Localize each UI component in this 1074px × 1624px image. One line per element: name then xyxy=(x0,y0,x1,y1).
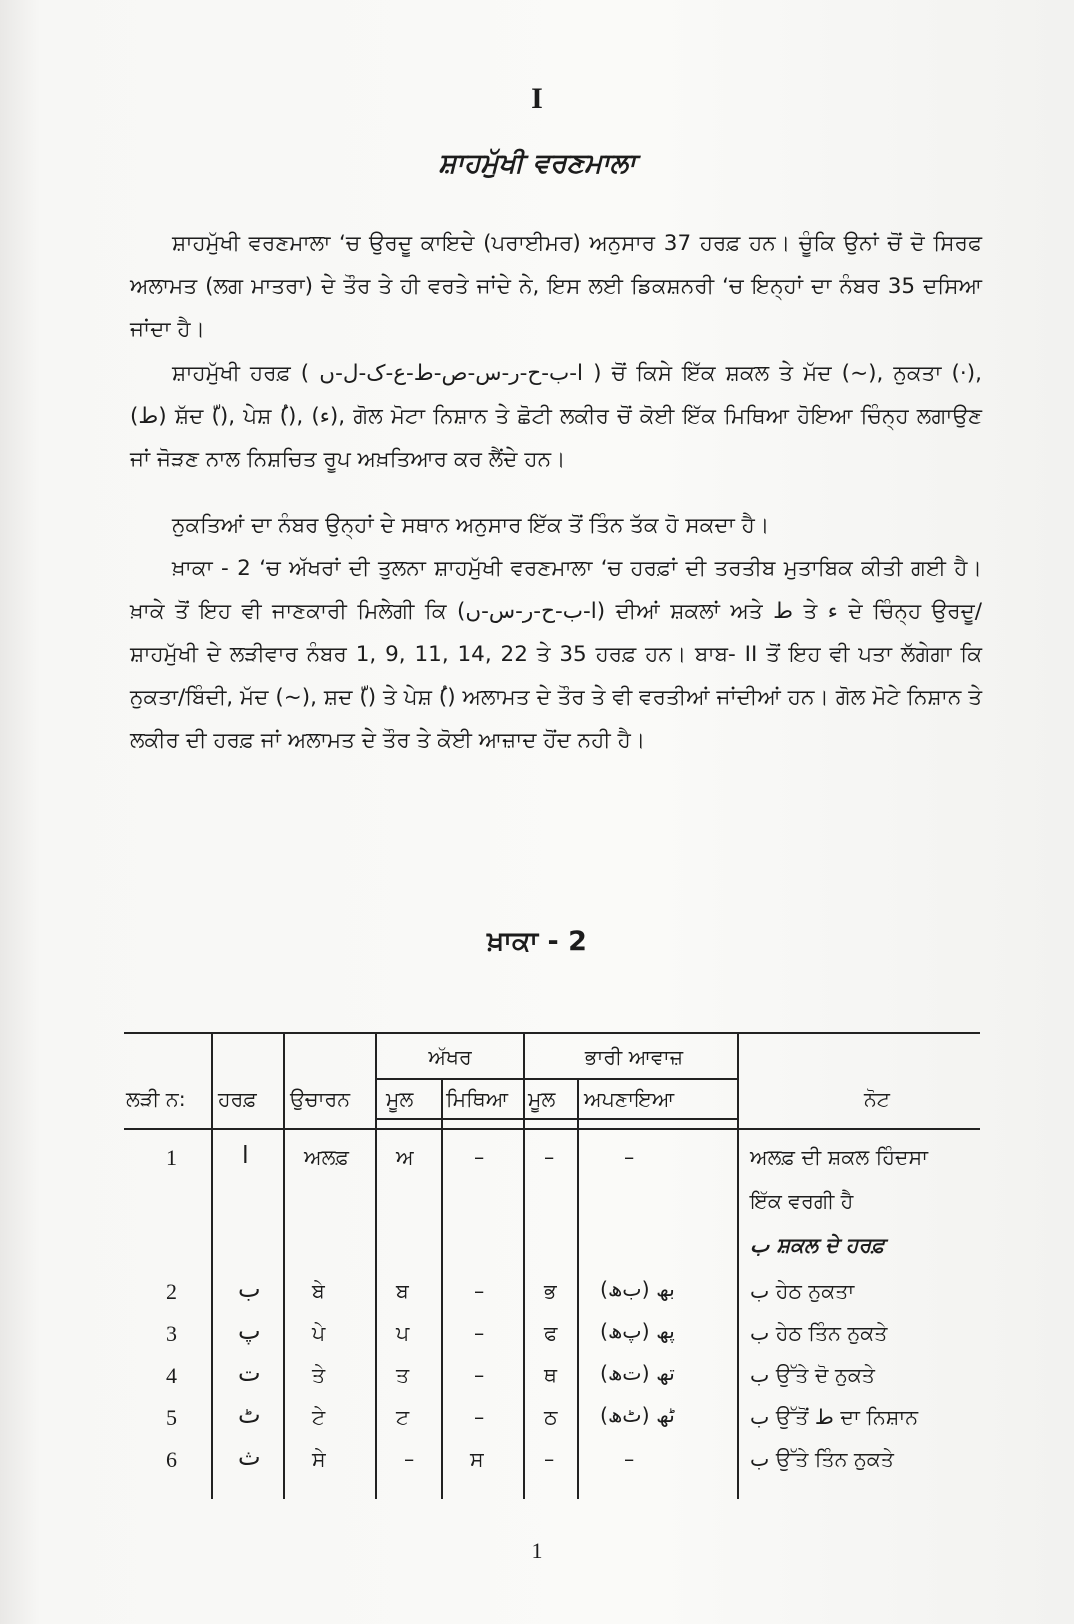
row-4-mithia: – xyxy=(474,1363,485,1387)
row-2-number: 2 xyxy=(166,1279,177,1304)
chapter-number: I xyxy=(531,82,543,115)
row-4-apnaia: ﺗﮫ (ﺕ﻿ﮪ) xyxy=(600,1361,675,1385)
row-2-bhari-mool: ਭ xyxy=(544,1279,557,1303)
row-1-number: 1 xyxy=(166,1145,177,1170)
row-6-uchaaran: ਸੇ xyxy=(312,1447,326,1471)
paragraph-1: ਸ਼ਾਹਮੁੱਖੀ ਵਰਣਮਾਲਾ ‘ਚ ਉਰਦੂ ਕਾਇਦੇ (ਪਰਾਈਮਰ) ਅਨੁਸਾਰ 37 ਹਰਫ਼ ਹਨ। ਚੂੰਕਿ ਉਨਾਂ ਚੋਂ ਦੋ ਸਿਰਫ ਅਲਾਮਤ (ਲਗ ਮਾਤਰਾ) ਦੇ ਤੌਰ ਤੇ ਹੀ ਵਰਤੇ ਜਾਂਦੇ ਨੇ, ਇਸ ਲਈ ਡਿਕਸ਼ਨਰੀ ‘ਚ ਇਨ੍ਹਾਂ ਦਾ ਨੰਬਰ 35 ਦਸਿਆ ਜਾਂਦਾ ਹੈ। xyxy=(130,231,982,342)
row-3-number: 3 xyxy=(166,1321,177,1346)
row-3-mithia: – xyxy=(474,1321,485,1345)
row-2-haraf: ب xyxy=(238,1275,261,1303)
group-header-bhari-awaz: ਭਾਰੀ ਆਵਾਜ਼ xyxy=(584,1045,684,1069)
row-6-apnaia: – xyxy=(624,1447,635,1471)
row-2-mool: ਬ xyxy=(396,1279,409,1303)
header-uchaaran: ਉਚਾਰਨ xyxy=(290,1087,351,1111)
row-6-mool: – xyxy=(404,1447,415,1471)
header-lari: ਲੜੀ ਨ: xyxy=(126,1087,186,1111)
row-6-bhari-mool: – xyxy=(544,1447,555,1471)
row-5-bhari-mool: ਠ xyxy=(544,1405,558,1429)
row-3-apnaia: ﭘﮫ (ﭖ﻿ﮪ) xyxy=(600,1319,675,1343)
row-5-mithia: – xyxy=(474,1405,485,1429)
table-title: ਖ਼ਾਕਾ - 2 xyxy=(487,926,587,957)
row-6-mithia: ਸ xyxy=(470,1447,484,1471)
header-mool-bhari: ਮੂਲ xyxy=(528,1087,556,1111)
row-1-haraf: ا xyxy=(242,1141,249,1169)
row-4-number: 4 xyxy=(166,1363,177,1388)
page-title: ਸ਼ਾਹਮੁੱਖੀ ਵਰਣਮਾਲਾ xyxy=(438,148,636,179)
header-note: ਨੋਟ xyxy=(864,1087,890,1111)
comparison-table xyxy=(124,1031,980,1503)
row-4-bhari-mool: ਥ xyxy=(544,1363,557,1387)
row-1-bhari-mool: – xyxy=(544,1145,555,1169)
row-4-mool: ਤ xyxy=(396,1363,410,1387)
page-number: 1 xyxy=(531,1538,543,1563)
row-4-haraf: ت xyxy=(238,1359,261,1387)
row-5-mool: ਟ xyxy=(396,1405,410,1429)
row-3-uchaaran: ਪੇ xyxy=(312,1321,326,1345)
group-header-akhar: ਅੱਖਰ xyxy=(428,1045,472,1069)
row-6-number: 6 xyxy=(166,1447,177,1472)
header-mithia: ਮਿਥਿਆ xyxy=(446,1087,508,1111)
paragraph-2: ਸ਼ਾਹਮੁੱਖੀ ਹਰਫ਼ ( ا-ب-ح-ر-س-ص-ط-ع-ک-ل-ں ) ਚੋਂ ਕਿਸੇ ਇੱਕ ਸ਼ਕਲ ਤੇ ਮੱਦ (~), ਨੁਕਤਾ (·), (ط) ਸ਼ੱਦ (ّ), ਪੇਸ਼ (ُ), (ء), ਗੋਲ ਮੋਟਾ ਨਿਸ਼ਾਨ ਤੇ ਛੋਟੀ ਲਕੀਰ ਚੋਂ ਕੋਈ ਇੱਕ ਮਿਥਿਆ ਹੋਇਆ ਚਿੰਨ੍ਹ ਲਗਾਉਣ ਜਾਂ ਜੋੜਣ ਨਾਲ ਨਿਸ਼ਚਿਤ ਰੂਪ ਅਖ਼ਤਿਆਰ ਕਰ ਲੈਂਦੇ ਹਨ। xyxy=(130,361,982,472)
row-6-haraf: ث xyxy=(238,1443,261,1471)
paragraph-4: ਖ਼ਾਕਾ - 2 ‘ਚ ਅੱਖਰਾਂ ਦੀ ਤੁਲਨਾ ਸ਼ਾਹਮੁੱਖੀ ਵਰਣਮਾਲਾ ‘ਚ ਹਰਫ਼ਾਂ ਦੀ ਤਰਤੀਬ ਮੁਤਾਬਿਕ ਕੀਤੀ ਗਈ ਹੈ। ਖ਼ਾਕੇ ਤੋਂ ਇਹ ਵੀ ਜਾਣਕਾਰੀ ਮਿਲੇਗੀ ਕਿ (ا-ب-ح-ر-س-ں) ਦੀਆਂ ਸ਼ਕਲਾਂ ਅਤੇ ط ਤੇ ء ਦੇ ਚਿੰਨ੍ਹ ਉਰਦੂ/ਸ਼ਾਹਮੁੱਖੀ ਦੇ ਲੜੀਵਾਰ ਨੰਬਰ 1, 9, 11, 14, 22 ਤੇ 35 ਹਰਫ਼ ਹਨ। ਬਾਬ- II ਤੋਂ ਇਹ ਵੀ ਪਤਾ ਲੱਗੇਗਾ ਕਿ ਨੁਕਤਾ/ਬਿੰਦੀ, ਮੱਦ (~), ਸ਼ਦ (ّ) ਤੇ ਪੇਸ਼ (ُ) ਅਲਾਮਤ ਦੇ ਤੌਰ ਤੇ ਵੀ ਵਰਤੀਆਂ ਜਾਂਦੀਆਂ ਹਨ। ਗੋਲ ਮੋਟੇ ਨਿਸ਼ਾਨ ਤੇ ਲਕੀਰ ਦੀ ਹਰਫ਼ ਜਾਂ ਅਲਾਮਤ ਦੇ ਤੌਰ ਤੇ ਕੋਈ ਆਜ਼ਾਦ ਹੋਂਦ ਨਹੀ ਹੈ। xyxy=(130,556,983,753)
row-5-note: ب ਉੱਤੋਂ ط ਦਾ ਨਿਸ਼ਾਨ xyxy=(750,1405,919,1429)
header-apnaia: ਅਪਣਾਇਆ xyxy=(584,1087,675,1111)
row-2-mithia: – xyxy=(474,1279,485,1303)
row-1-note: ਅਲਫ਼ ਦੀ ਸ਼ਕਲ ਹਿੰਦਸਾ xyxy=(750,1145,928,1169)
row-5-uchaaran: ਟੇ xyxy=(312,1405,326,1429)
paragraph-3: ਨੁਕਤਿਆਂ ਦਾ ਨੰਬਰ ਉਨ੍ਹਾਂ ਦੇ ਸਥਾਨ ਅਨੁਸਾਰ ਇੱਕ ਤੋਂ ਤਿੰਨ ਤੱਕ ਹੋ ਸਕਦਾ ਹੈ। xyxy=(172,513,770,538)
row-1-apnaia: – xyxy=(624,1145,635,1169)
row-5-haraf: ٹ xyxy=(238,1401,261,1429)
row-4-uchaaran: ਤੇ xyxy=(312,1363,326,1387)
row-2-apnaia: ﺑﮫ (ﺏ﻿ﮪ) xyxy=(600,1277,675,1301)
row-3-note: ب ਹੇਠ ਤਿੰਨ ਨੁਕਤੇ xyxy=(750,1321,888,1345)
row-2-note: ب ਹੇਠ ਨੁਕਤਾ xyxy=(750,1279,855,1303)
row-6-note: ب ਉੱਤੇ ਤਿੰਨ ਨੁਕਤੇ xyxy=(750,1447,894,1471)
header-mool-akhar: ਮੂਲ xyxy=(386,1087,414,1111)
row-3-bhari-mool: ਫ xyxy=(544,1321,558,1345)
row-1-mool: ਅ xyxy=(396,1145,414,1169)
row-1-mithia: – xyxy=(474,1145,485,1169)
header-haraf: ਹਰਫ਼ xyxy=(218,1087,257,1111)
row-1-note-cont: ਇੱਕ ਵਰਗੀ ਹੈ xyxy=(750,1189,854,1213)
row-5-apnaia: ﭨﮫ (ﭦ﻿ﮪ) xyxy=(600,1403,675,1427)
row-1-uchaaran: ਅਲਫ਼ xyxy=(304,1145,349,1169)
row-5-number: 5 xyxy=(166,1405,177,1430)
row-3-mool: ਪ xyxy=(396,1321,410,1345)
row-4-note: ب ਉੱਤੇ ਦੋ ਨੁਕਤੇ xyxy=(750,1363,875,1387)
row-3-haraf: پ xyxy=(238,1317,261,1345)
row-2-uchaaran: ਬੇ xyxy=(312,1279,325,1303)
section-label: ب ਸ਼ਕਲ ਦੇ ਹਰਫ਼ xyxy=(750,1233,885,1257)
